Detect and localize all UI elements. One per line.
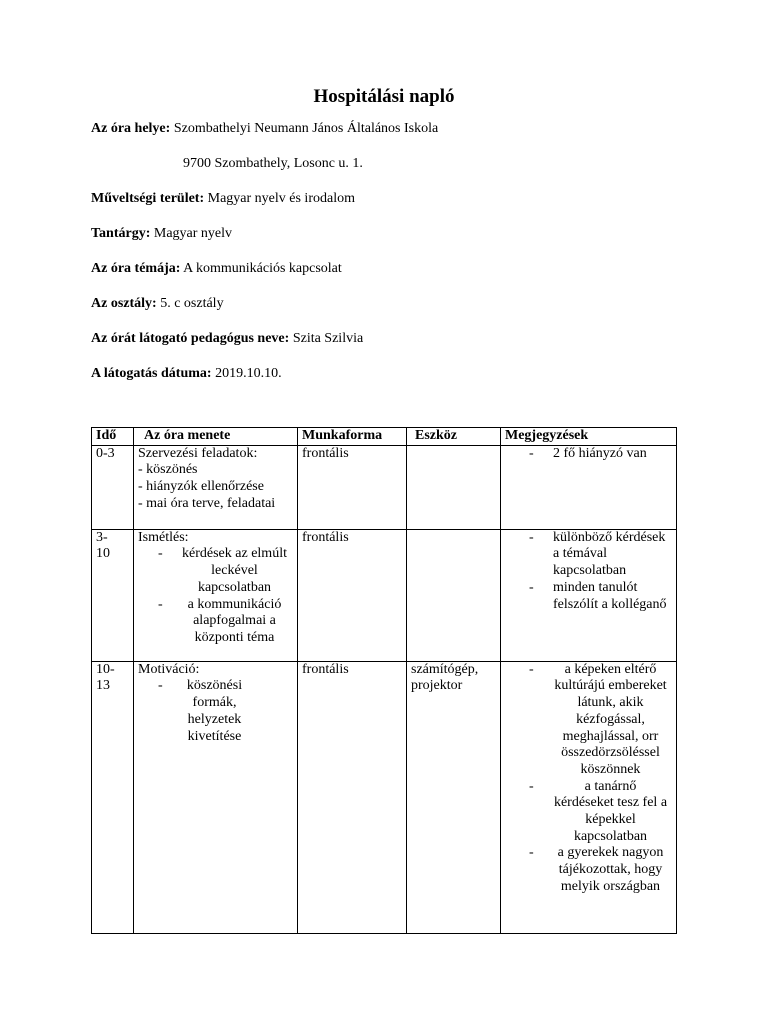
field-school <box>91 120 438 138</box>
list-item <box>505 530 672 580</box>
field-school-label: Az óra helye: <box>91 121 171 136</box>
process-cell <box>134 529 298 661</box>
field-class-value: 5. c osztály <box>160 296 224 311</box>
field-area <box>91 190 355 208</box>
note-text: - különböző kérdések a témával kapcsolatban <box>553 529 666 579</box>
tool-cell: számítógép, projektor <box>407 661 501 933</box>
field-visitor-value: Szita Szilvia <box>292 331 364 346</box>
note-text: - a tanárnő kérdéseket tesz fel a képekkel kapcsolatban <box>553 778 668 844</box>
process-line: - hiányzók ellenőrzése <box>138 479 264 495</box>
field-date-value: 2019.10.10. <box>215 366 282 381</box>
process-item: - köszönési formák, helyzetek kivetítése <box>186 678 243 744</box>
table-header-row <box>92 428 677 446</box>
list-item <box>505 779 668 846</box>
process-item: - kérdések az elmúlt leckével kapcsolatban <box>182 546 287 595</box>
time-cell: 0-3 <box>92 445 134 529</box>
notes-cell <box>501 661 677 933</box>
list-item <box>138 546 293 596</box>
field-visitor-label: Az órát látogató pedagógus neve: <box>91 331 290 346</box>
time-cell: 3- 10 <box>92 529 134 661</box>
field-class-label: Az osztály: <box>91 296 157 311</box>
lesson-table <box>91 427 677 934</box>
field-topic <box>91 260 342 278</box>
process-cell <box>134 661 298 933</box>
table-row <box>92 661 677 933</box>
note-text: - a gyerekek nagyon tájékozottak, hogy melyik országban <box>557 845 664 894</box>
workform-cell: frontális <box>298 529 407 661</box>
table-header-cell: Eszköz <box>407 428 501 446</box>
table-row <box>92 529 677 661</box>
notes-list <box>505 662 672 896</box>
table-header-cell: Az óra menete <box>134 428 298 446</box>
field-date-label: A látogatás dátuma: <box>91 366 212 381</box>
table-row <box>92 445 677 529</box>
list-item <box>505 845 668 895</box>
note-text: - minden tanulót felszólít a kolléganő <box>553 579 667 612</box>
notes-list <box>505 446 672 463</box>
field-subject-value: Magyar nyelv <box>153 226 233 241</box>
field-class <box>91 295 224 313</box>
notes-list <box>505 530 672 614</box>
process-title: Ismétlés: <box>138 529 189 545</box>
list-item <box>505 662 668 779</box>
list-item <box>505 446 672 463</box>
field-subject-label: Tantárgy: <box>91 226 151 241</box>
field-address-value: 9700 Szombathely, Losonc u. 1. <box>183 156 363 171</box>
process-item: - a kommunikáció alapfogalmai a központi téma <box>187 596 282 645</box>
field-area-label: Műveltségi terület: <box>91 191 205 206</box>
notes-cell <box>501 529 677 661</box>
process-title: Szervezési feladatok: <box>138 445 258 461</box>
process-line: - köszönés <box>138 462 198 478</box>
field-address <box>183 155 363 173</box>
note-text: - 2 fő hiányzó van <box>553 445 647 461</box>
field-topic-value: A kommunikációs kapcsolat <box>183 261 342 276</box>
table-header-cell: Munkaforma <box>298 428 407 446</box>
field-area-value: Magyar nyelv és irodalom <box>207 191 355 206</box>
workform-cell: frontális <box>298 661 407 933</box>
process-list <box>138 546 293 646</box>
field-topic-label: Az óra témája: <box>91 261 181 276</box>
note-text: - a képeken eltérő kultúrájú embereket látunk, akik kézfogással, meghajlással, orr összedörzsöléssel köszönnek <box>554 661 667 777</box>
process-line: - mai óra terve, feladatai <box>138 495 276 511</box>
time-cell: 10- 13 <box>92 661 134 933</box>
process-title: Motiváció: <box>138 661 200 677</box>
field-date <box>91 365 282 383</box>
process-list <box>138 678 293 745</box>
list-item <box>505 580 672 613</box>
document-title: Hospitálási napló <box>313 86 455 107</box>
field-subject <box>91 225 232 243</box>
list-item <box>138 678 253 745</box>
table-header-cell: Idő <box>92 428 134 446</box>
table-header-cell: Megjegyzések <box>501 428 677 446</box>
field-school-value: Szombathelyi Neumann János Általános Iskola <box>173 121 439 136</box>
field-visitor <box>91 330 363 348</box>
tool-cell <box>407 529 501 661</box>
tool-cell <box>407 445 501 529</box>
process-cell <box>134 445 298 529</box>
workform-cell: frontális <box>298 445 407 529</box>
notes-cell <box>501 445 677 529</box>
list-item <box>138 597 293 647</box>
